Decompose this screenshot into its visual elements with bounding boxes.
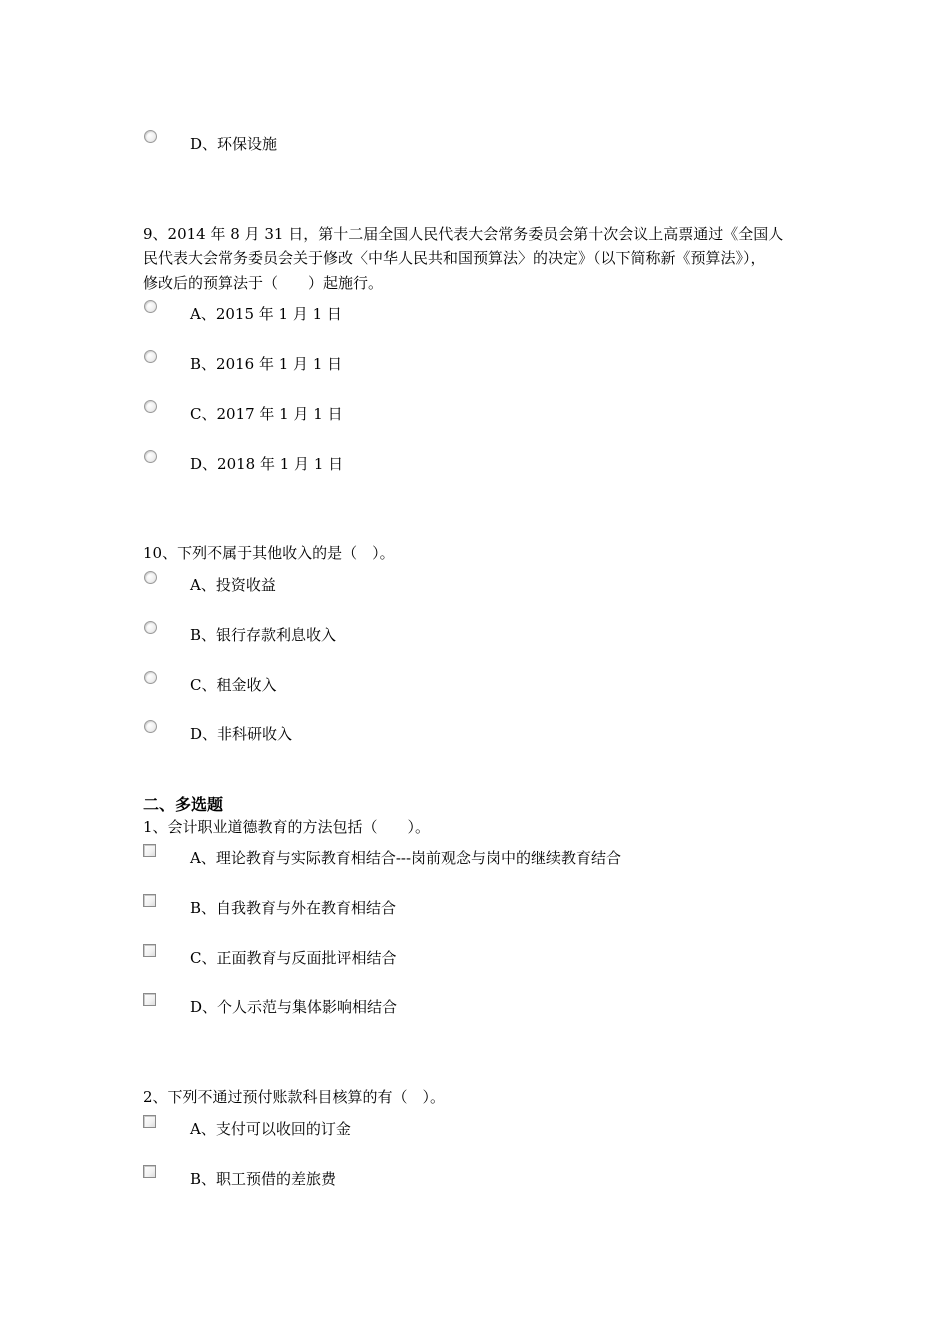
q9-option-b-label: B、2016 年 1 月 1 日 <box>190 355 343 373</box>
q8-option-d-radio[interactable] <box>144 130 157 143</box>
q9-option-a-label: A、2015 年 1 月 1 日 <box>190 305 342 323</box>
q9-stem-line1: 9、2014 年 8 月 31 日，第十二届全国人民代表大会常务委员会第十次会议上高票通过《全国人 <box>143 225 784 243</box>
m2-option-a-checkbox[interactable] <box>143 1115 156 1128</box>
q9-stem-line2: 民代表大会常务委员会关于修改〈中华人民共和国预算法〉的决定》（以下简称新《预算法》）， <box>143 249 766 267</box>
m1-option-c-checkbox[interactable] <box>143 944 156 957</box>
q8-option-d-label: D、环保设施 <box>190 135 278 153</box>
q9-option-c-label: C、2017 年 1 月 1 日 <box>190 405 343 423</box>
q10-option-d-radio[interactable] <box>144 720 157 733</box>
section-title-multiple-choice: 二、多选题 <box>143 795 224 814</box>
m2-option-b-checkbox[interactable] <box>143 1165 156 1178</box>
m1-option-c-label: C、正面教育与反面批评相结合 <box>190 949 397 967</box>
q9-option-c-radio[interactable] <box>144 400 157 413</box>
m1-stem: 1、会计职业道德教育的方法包括（ ）。 <box>143 818 431 836</box>
m1-option-a-checkbox[interactable] <box>143 844 156 857</box>
q9-option-d-radio[interactable] <box>144 450 157 463</box>
q9-option-d-label: D、2018 年 1 月 1 日 <box>190 455 344 473</box>
m2-stem: 2、下列不通过预付账款科目核算的有（ ）。 <box>143 1088 446 1106</box>
m2-option-a-label: A、支付可以收回的订金 <box>190 1120 351 1138</box>
m2-option-b-label: B、职工预借的差旅费 <box>190 1170 337 1188</box>
q9-option-b-radio[interactable] <box>144 350 157 363</box>
q10-stem: 10、下列不属于其他收入的是（ ）。 <box>143 544 395 562</box>
q10-option-d-label: D、非科研收入 <box>190 725 293 743</box>
q10-option-b-radio[interactable] <box>144 621 157 634</box>
q10-option-a-radio[interactable] <box>144 571 157 584</box>
m1-option-b-label: B、自我教育与外在教育相结合 <box>190 899 397 917</box>
q9-option-a-radio[interactable] <box>144 300 157 313</box>
q10-option-c-label: C、租金收入 <box>190 676 277 694</box>
m1-option-a-label: A、理论教育与实际教育相结合---岗前观念与岗中的继续教育结合 <box>190 849 622 867</box>
q10-option-a-label: A、投资收益 <box>190 576 276 594</box>
m1-option-d-checkbox[interactable] <box>143 993 156 1006</box>
q10-option-b-label: B、银行存款利息收入 <box>190 626 337 644</box>
q10-option-c-radio[interactable] <box>144 671 157 684</box>
m1-option-b-checkbox[interactable] <box>143 894 156 907</box>
q9-stem-line3: 修改后的预算法于（ ）起施行。 <box>143 274 384 292</box>
m1-option-d-label: D、个人示范与集体影响相结合 <box>190 998 398 1016</box>
